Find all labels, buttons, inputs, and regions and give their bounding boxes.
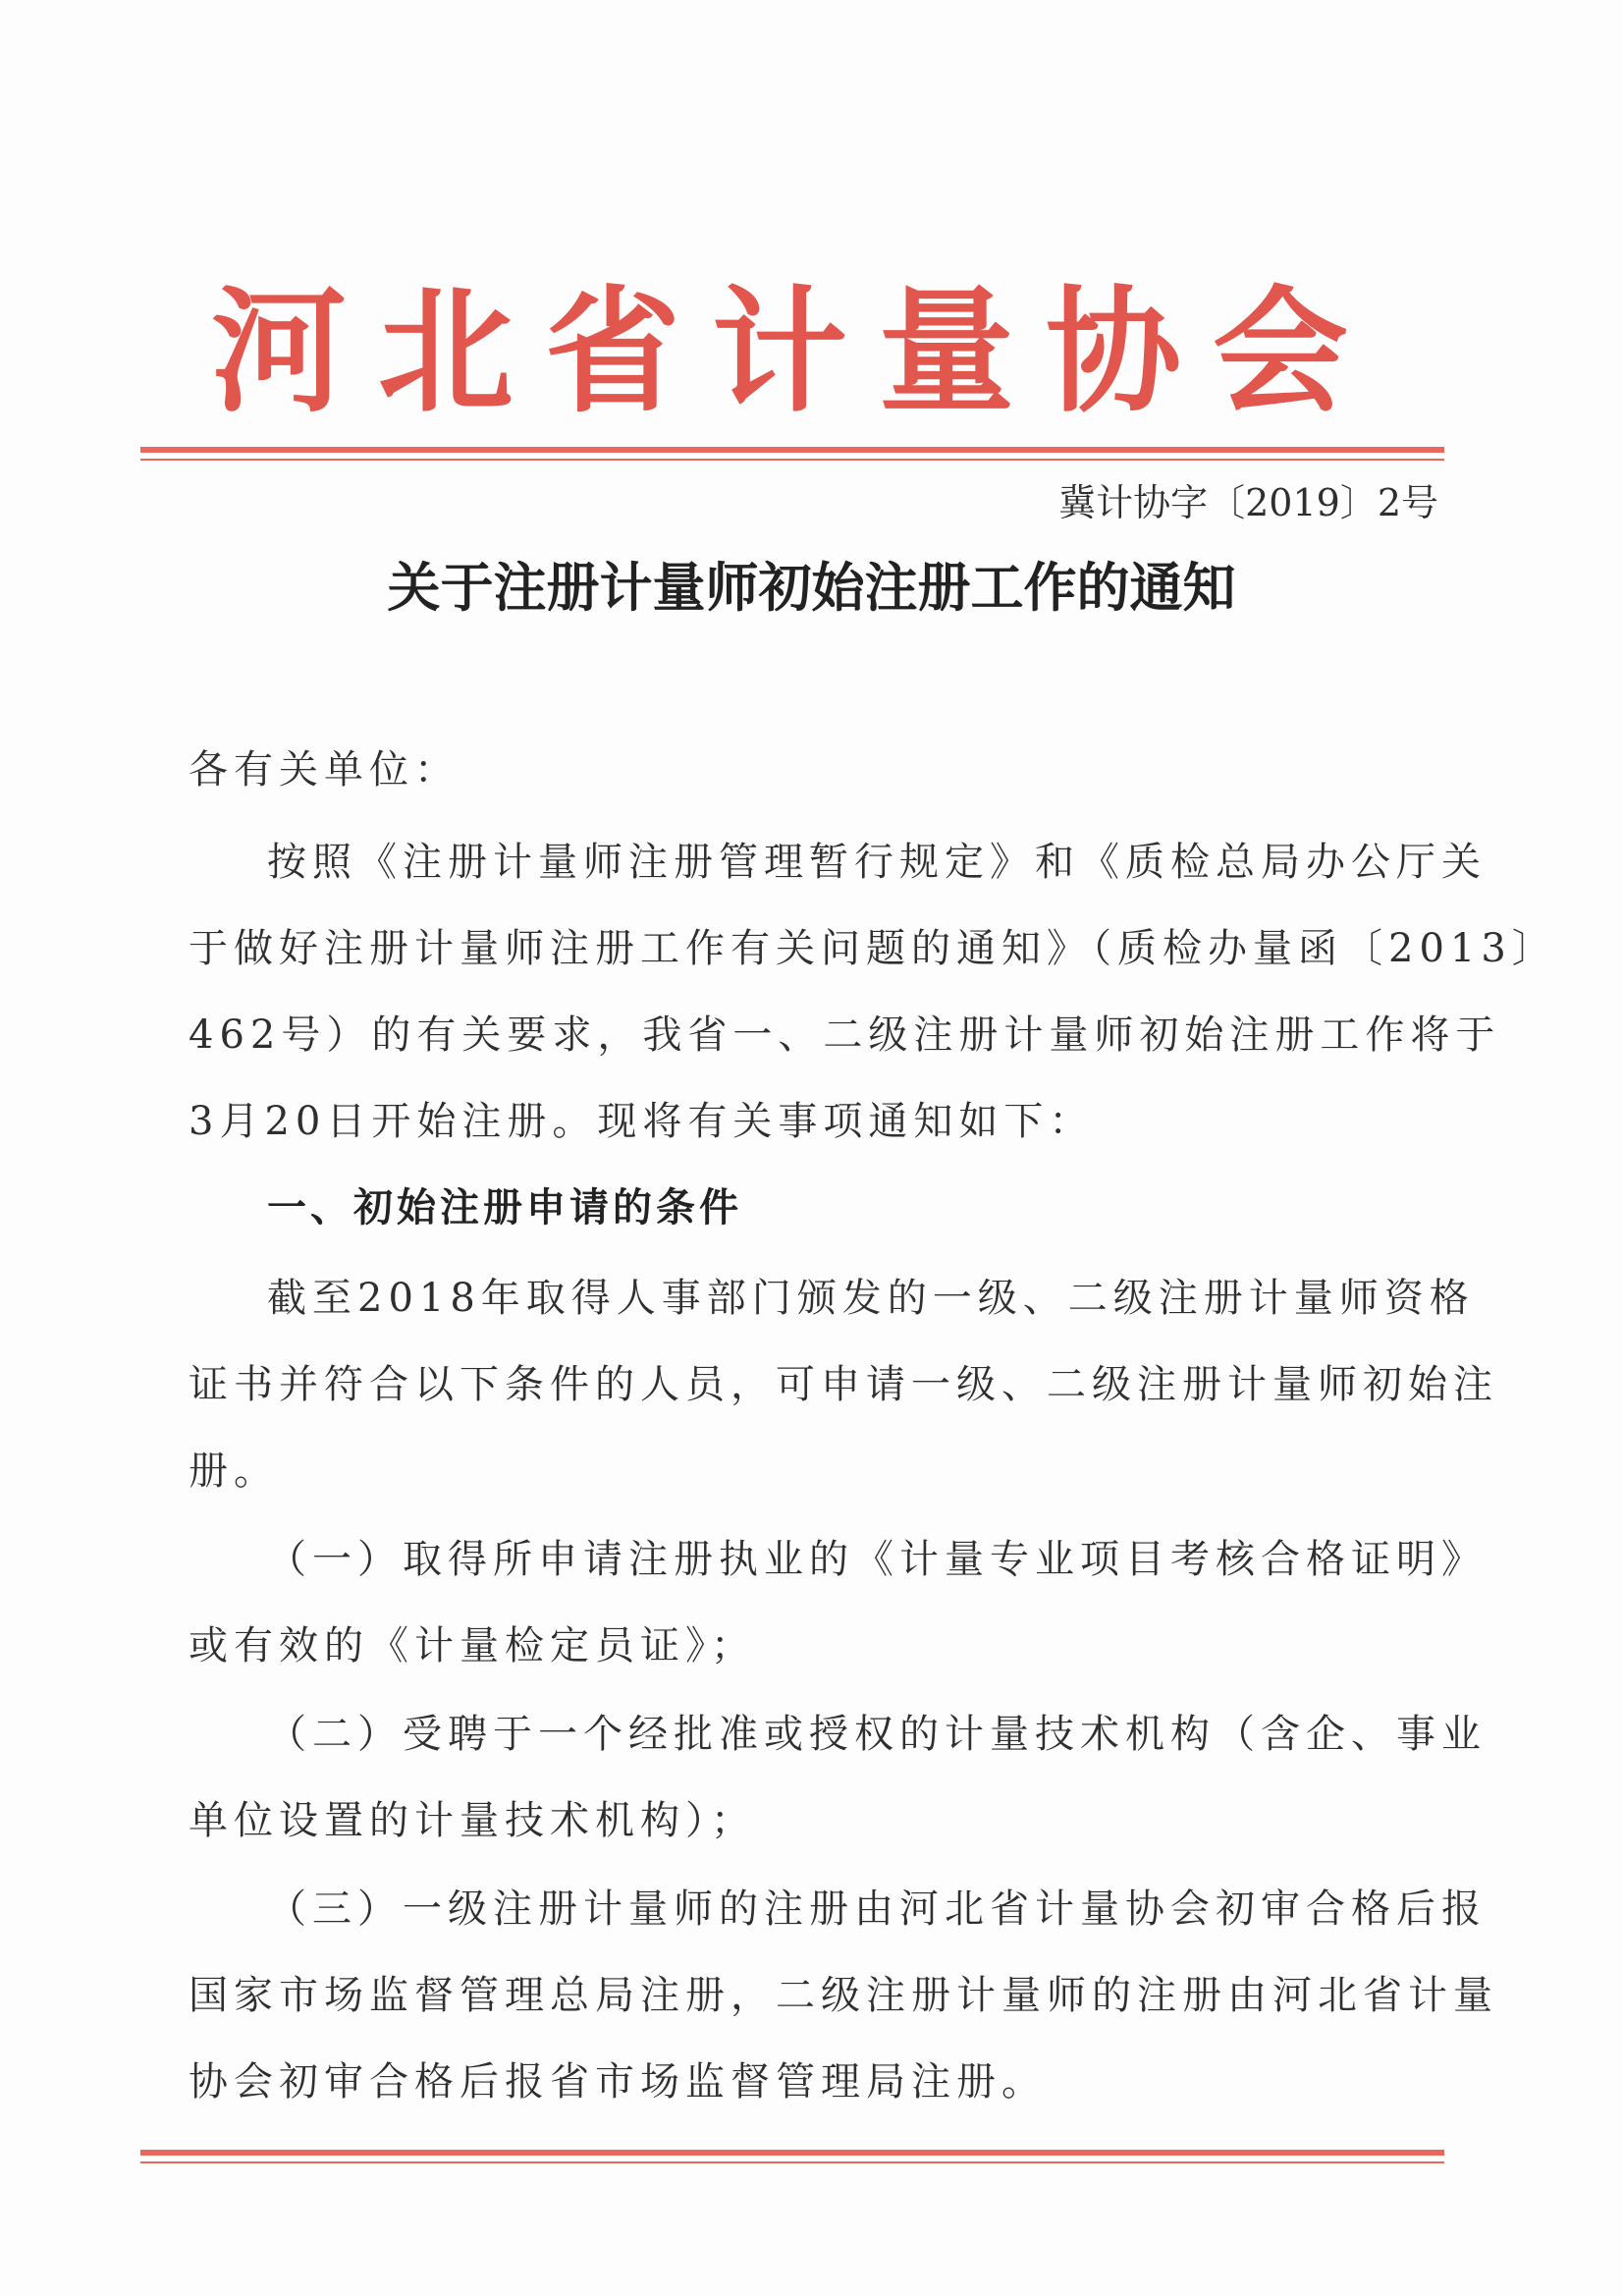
body-line: 462号）的有关要求，我省一、二级注册计量师初始注册工作将于 [189,1012,1501,1058]
body-line: 截至2018年取得人事部门颁发的一级、二级注册计量师资格 [267,1276,1475,1321]
body-line: 册。 [189,1449,279,1494]
letterhead-rule-thick [140,447,1444,453]
section-heading-1: 一、初始注册申请的条件 [267,1185,742,1230]
body-line: 国家市场监督管理总局注册，二级注册计量师的注册由河北省计量 [189,1973,1498,2018]
footer-rule-thick [140,2150,1444,2156]
body-line: 于做好注册计量师注册工作有关问题的通知》（质检办量函〔2013〕 [189,926,1557,971]
document-title: 关于注册计量师初始注册工作的通知 [387,557,1236,619]
salutation: 各有关单位： [189,747,460,793]
body-line: （二）受聘于一个经批准或授权的计量技术机构（含企、事业 [267,1712,1487,1757]
document-number: 冀计协字〔2019〕2号 [1058,481,1438,524]
body-line: 证书并符合以下条件的人员，可申请一级、二级注册计量师初始注 [189,1362,1498,1407]
body-line: 单位设置的计量技术机构）； [189,1798,756,1843]
body-line: 或有效的《计量检定员证》； [189,1623,756,1668]
body-line: （三）一级注册计量师的注册由河北省计量协会初审合格后报 [267,1886,1487,1932]
body-line: 协会初审合格后报省市场监督管理局注册。 [189,2059,1047,2105]
body-line: 3月20日开始注册。现将有关事项通知如下： [189,1099,1095,1144]
letterhead-org-name: 河北省计量协会 [211,271,1380,431]
footer-rule-thin [140,2161,1444,2163]
body-line: 按照《注册计量师注册管理暂行规定》和《质检总局办公厅关 [267,840,1487,885]
letterhead-rule-thin [140,459,1444,461]
body-line: （一）取得所申请注册执业的《计量专业项目考核合格证明》 [267,1537,1487,1582]
